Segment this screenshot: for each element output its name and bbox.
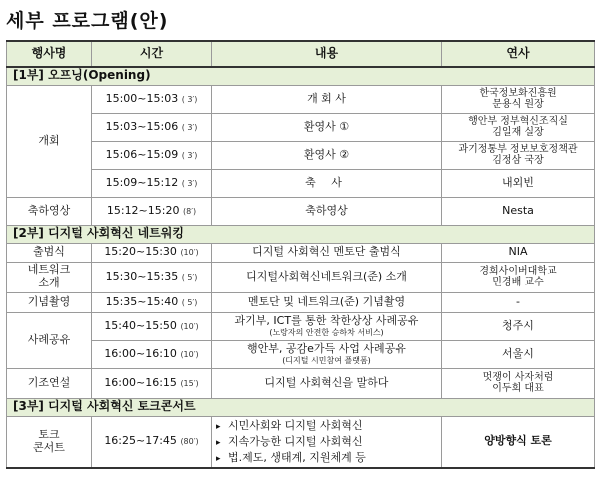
time-cell: 16:00~16:15 (15′) bbox=[92, 368, 212, 398]
table-row bbox=[7, 141, 595, 169]
speaker-cell: 서울시 bbox=[442, 340, 595, 368]
event-cell: 기념촬영 bbox=[7, 292, 92, 312]
time-cell: 15:35~15:40 ( 5′) bbox=[92, 292, 212, 312]
speaker-cell: 과기정통부 정보보호정책관 김정삼 국장 bbox=[442, 141, 595, 169]
content-cell: 환영사 ① bbox=[212, 113, 442, 141]
time-cell: 15:00~15:03 ( 3′) bbox=[92, 85, 212, 113]
header-time: 시간 bbox=[92, 41, 212, 67]
time-cell: 15:20~15:30 (10′) bbox=[92, 243, 212, 262]
speaker-cell: 한국정보화진흥원 문용식 원장 bbox=[442, 85, 595, 113]
list-item: ▸ 지속가능한 디지털 사회혁신 bbox=[216, 434, 439, 450]
content-cell: 디지털 사회혁신 멘토단 출범식 bbox=[212, 243, 442, 262]
time-cell: 15:12~15:20 (8′) bbox=[92, 197, 212, 225]
time-cell: 15:40~15:50 (10′) bbox=[92, 312, 212, 340]
speaker-cell: 행안부 정부혁신조직실 김일재 실장 bbox=[442, 113, 595, 141]
speaker-cell: 내외빈 bbox=[442, 169, 595, 197]
content-cell: 디지털사회혁신네트워크(준) 소개 bbox=[212, 262, 442, 292]
table-row bbox=[7, 262, 595, 292]
table-row bbox=[7, 197, 595, 225]
table-row bbox=[7, 85, 595, 113]
table-row bbox=[7, 113, 595, 141]
list-item: ▸ 시민사회와 디지털 사회혁신 bbox=[216, 418, 439, 434]
section-row bbox=[7, 225, 595, 243]
page-title: 세부 프로그램(안) bbox=[6, 10, 169, 32]
event-cell: 기조연설 bbox=[7, 368, 92, 398]
list-item: ▸ 법.제도, 생태계, 지원체계 등 bbox=[216, 450, 439, 466]
table-header-row bbox=[7, 41, 595, 67]
time-cell: 16:25~17:45 (80′) bbox=[92, 416, 212, 468]
triangle-right-icon: ▸ bbox=[216, 453, 221, 464]
content-cell: 행안부, 공감e가득 사업 사례공유 (디지털 시민참여 플랫폼) bbox=[212, 340, 442, 368]
speaker-cell: - bbox=[442, 292, 595, 312]
table-row bbox=[7, 312, 595, 340]
time-cell: 16:00~16:10 (10′) bbox=[92, 340, 212, 368]
section-title: [1부] 오프닝(Opening) bbox=[7, 67, 595, 85]
table-row bbox=[7, 243, 595, 262]
header-content: 내용 bbox=[212, 41, 442, 67]
content-cell: 과기부, ICT를 통한 착한상상 사례공유 (노랑자의 안전한 승하차 서비스) bbox=[212, 312, 442, 340]
content-cell bbox=[212, 416, 442, 468]
speaker-cell: 경희사이버대학교 민경배 교수 bbox=[442, 262, 595, 292]
header-event: 행사명 bbox=[7, 41, 92, 67]
section-row bbox=[7, 398, 595, 416]
event-cell: 개회 bbox=[7, 85, 92, 197]
event-cell: 축하영상 bbox=[7, 197, 92, 225]
speaker-cell: 청주시 bbox=[442, 312, 595, 340]
section-row bbox=[7, 67, 595, 85]
event-cell: 출범식 bbox=[7, 243, 92, 262]
speaker-cell: NIA bbox=[442, 243, 595, 262]
section-title: [3부] 디지털 사회혁신 토크콘서트 bbox=[7, 398, 595, 416]
content-cell: 디지털 사회혁신을 말하다 bbox=[212, 368, 442, 398]
content-cell: 축하영상 bbox=[212, 197, 442, 225]
time-cell: 15:30~15:35 ( 5′) bbox=[92, 262, 212, 292]
speaker-cell: 멋쟁이 사자처럼 이두희 대표 bbox=[442, 368, 595, 398]
content-cell: 환영사 ② bbox=[212, 141, 442, 169]
speaker-cell: Nesta bbox=[442, 197, 595, 225]
table-row bbox=[7, 340, 595, 368]
triangle-right-icon: ▸ bbox=[216, 421, 221, 432]
triangle-right-icon: ▸ bbox=[216, 437, 221, 448]
table-row bbox=[7, 292, 595, 312]
event-cell: 네트워크 소개 bbox=[7, 262, 92, 292]
time-cell: 15:06~15:09 ( 3′) bbox=[92, 141, 212, 169]
content-cell: 멘토단 및 네트워크(준) 기념촬영 bbox=[212, 292, 442, 312]
table-row bbox=[7, 368, 595, 398]
table-row bbox=[7, 416, 595, 468]
topic-list bbox=[214, 418, 439, 466]
time-cell: 15:09~15:12 ( 3′) bbox=[92, 169, 212, 197]
content-cell: 축 사 bbox=[212, 169, 442, 197]
speaker-cell: 양방향식 토론 bbox=[442, 416, 595, 468]
header-speaker: 연사 bbox=[442, 41, 595, 67]
event-cell: 사례공유 bbox=[7, 312, 92, 368]
event-cell: 토크 콘서트 bbox=[7, 416, 92, 468]
content-cell: 개 회 사 bbox=[212, 85, 442, 113]
time-cell: 15:03~15:06 ( 3′) bbox=[92, 113, 212, 141]
schedule-table bbox=[6, 40, 595, 469]
section-title: [2부] 디지털 사회혁신 네트워킹 bbox=[7, 225, 595, 243]
table-row bbox=[7, 169, 595, 197]
